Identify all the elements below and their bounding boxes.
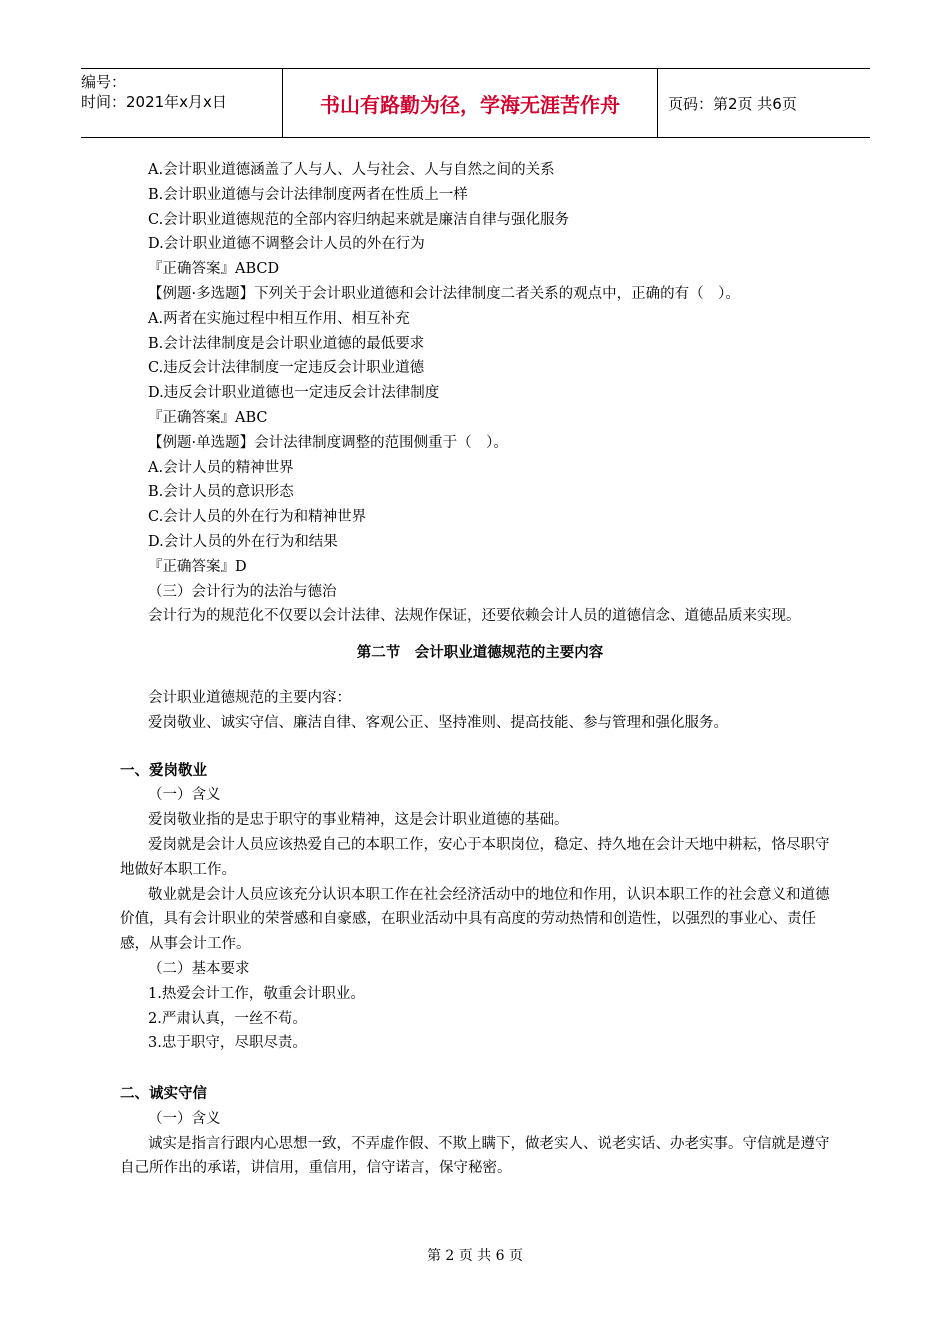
section-title: 第二节 会计职业道德规范的主要内容 [356,645,604,662]
q1-answer: 『正确答案』ABCD [148,261,280,278]
part1-sub1: （一）含义 [148,787,221,804]
part1-req-3: 3.忠于职守，尽职尽责。 [148,1035,307,1052]
page-header [81,68,870,138]
q3-option-a: A.会计人员的精神世界 [148,459,294,476]
part1-sub2: （二）基本要求 [148,960,250,977]
q1-option-a: A.会计职业道德涵盖了人与人、人与社会、人与自然之间的关系 [148,162,555,178]
part1-title: 一、爱岗敬业 [120,762,207,779]
q2-question: 【例题·多选题】下列关于会计职业道德和会计法律制度二者关系的观点中，正确的有（ ）。 [148,285,740,302]
main-content-list: 爱岗敬业、诚实守信、廉洁自律、客观公正、坚持准则、提高技能、参与管理和强化服务。 [148,714,728,731]
document-number-label: 编号： [81,73,127,91]
q3-question: 【例题·单选题】会计法律制度调整的范围侧重于（ ）。 [148,434,508,451]
document-body [120,158,840,1181]
q1-option-d: D.会计职业道德不调整会计人员的外在行为 [148,236,425,253]
main-content-label: 会计职业道德规范的主要内容： [148,689,351,706]
part2-title: 二、诚实守信 [120,1086,207,1103]
header-left-cell [81,69,281,137]
q3-option-d: D.会计人员的外在行为和结果 [148,533,338,550]
q2-option-b: B.会计法律制度是会计职业道德的最低要求 [148,335,425,352]
part2-p1: 诚实是指言行跟内心思想一致，不弄虚作假、不欺上瞒下，做老实人、说老实话、办老实事。守信就是遵守自己所作出的承诺，讲信用，重信用，信守诺言，保守秘密。 [120,1135,830,1177]
q2-option-a: A.两者在实施过程中相互作用、相互补充 [148,310,410,327]
page-footer: 第 2 页 共 6 页 [426,1248,524,1264]
q1-option-c: C.会计职业道德规范的全部内容归纳起来就是廉洁自律与强化服务 [148,211,570,228]
part1-req-1: 1.热爱会计工作，敬重会计职业。 [148,985,365,1002]
q3-option-b: B.会计人员的意识形态 [148,484,294,501]
q3-option-c: C.会计人员的外在行为和精神世界 [148,509,367,526]
part1-p3: 敬业就是会计人员应该充分认识本职工作在社会经济活动中的地位和作用，认识本职工作的社会意义和道德价值，具有会计职业的荣誉感和自豪感，在职业活动中具有高度的劳动热情和创造性，以强烈的事业心、责任感，从事会计工作。 [120,886,830,953]
q2-answer: 『正确答案』ABC [148,409,268,426]
q1-option-b: B.会计职业道德与会计法律制度两者在性质上一样 [148,186,468,203]
part2-sub1: （一）含义 [148,1110,221,1127]
part1-p1: 爱岗敬业指的是忠于职守的事业精神，这是会计职业道德的基础。 [148,812,569,829]
q2-option-c: C.违反会计法律制度一定违反会计职业道德 [148,360,425,377]
header-page-info: 页码：第2页 共6页 [668,94,797,113]
header-motto: 书山有路勤为径，学海无涯苦作舟 [282,69,658,137]
q2-option-d: D.违反会计职业道德也一定违反会计法律制度 [148,385,440,402]
subsection-3-text: 会计行为的规范化不仅要以会计法律、法规作保证，还要依赖会计人员的道德信念、道德品质来实现。 [148,608,801,625]
subsection-3-title: （三）会计行为的法治与德治 [148,583,337,600]
part1-req-2: 2.严肃认真，一丝不苟。 [148,1010,307,1027]
q3-answer: 『正确答案』D [148,558,247,575]
document-date: 时间：2021年x月x日 [81,93,227,111]
part1-p2: 爱岗就是会计人员应该热爱自己的本职工作，安心于本职岗位，稳定、持久地在会计天地中耕耘，恪尽职守地做好本职工作。 [120,836,830,878]
